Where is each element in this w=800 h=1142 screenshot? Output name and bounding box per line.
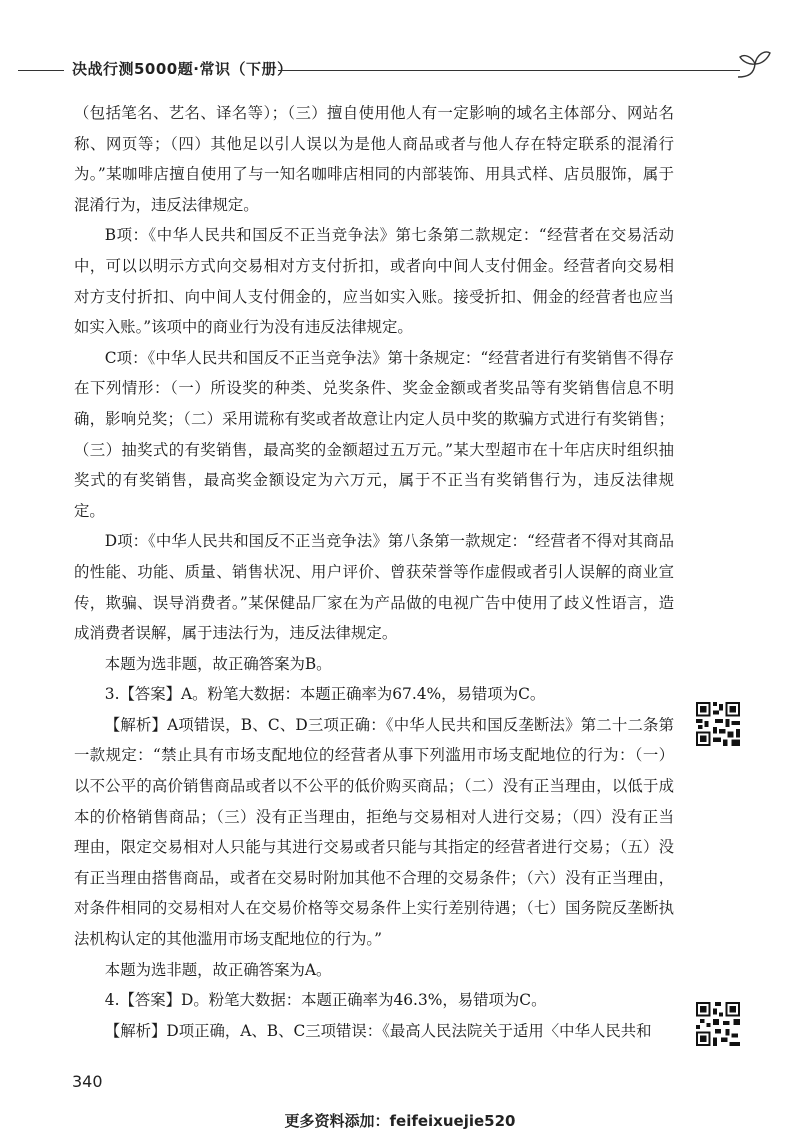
paragraph-conclusion-q2: 本题为选非题，故正确答案为B。 [104,654,332,673]
page-number: 340 [72,1072,103,1091]
running-header [18,44,782,84]
paragraph-conclusion-q3: 本题为选非题，故正确答案为A。 [104,960,332,979]
body-text [74,98,674,1046]
sprout-icon [734,44,774,80]
qr-code-icon [696,1002,740,1046]
paragraph-analysis-q4: 【解析】D项正确，A、B、C三项错误：《最高人民法院关于适用〈中华人民共和 [104,1021,652,1040]
paragraph-answer-q3: 3.【答案】A。粉笔大数据：本题正确率为67.4%，易错项为C。 [104,685,546,704]
footer-note: 更多资料添加：feifeixuejie520 [284,1112,516,1130]
header-title: 决战行测5000题·常识（下册） [72,60,293,78]
paragraph-option-d: D项：《中华人民共和国反不正当竞争法》第八条第一款规定：“经营者不得对其商品的性能、功能、质量、销售状况、用户评价、曾获荣誉等作虚假或者引人误解的商业宣传，欺骗、误导消费者。”某保健品厂家在为产品做的电视广告中使用了歧义性语言，造成消费者误解，属于违法行为，违反法律规定。 [74,532,674,643]
header-rule-left [18,70,64,71]
header-rule-right [278,70,740,71]
paragraph-analysis-q3: 【解析】A项错误，B、C、D三项正确：《中华人民共和国反垄断法》第二十二条第一款规定：“禁止具有市场支配地位的经营者从事下列滥用市场支配地位的行为：（一）以不公平的高价销售商品或者以不公平的低价购买商品；（二）没有正当理由，以低于成本的价格销售商品；（三）没有正当理由，拒绝与交易相对人进行交易；（四）没有正当理由，限定交易相对人只能与其进行交易或者只能与其指定的经营者进行交易；（五）没有正当理由搭售商品，或者在交易时附加其他不合理的交易条件；（六）没有正当理由，对条件相同的交易相对人在交易价格等交易条件上实行差别待遇；（七）国务院反垄断执法机构认定的其他滥用市场支配地位的行为。” [74,715,674,949]
paragraph-option-c: C项：《中华人民共和国反不正当竞争法》第十条规定：“经营者进行有奖销售不得存在下列情形：（一）所设奖的种类、兑奖条件、奖金金额或者奖品等有奖销售信息不明确，影响兑奖；（二）采用谎称有奖或者故意让内定人员中奖的欺骗方式进行有奖销售；（三）抽奖式的有奖销售，最高奖的金额超过五万元。”某大型超市在十年店庆时组织抽奖式的有奖销售，最高奖金额设定为六万元，属于不正当有奖销售行为，违反法律规定。 [74,348,674,520]
qr-code-icon [696,702,740,746]
paragraph-option-b: B项：《中华人民共和国反不正当竞争法》第七条第二款规定：“经营者在交易活动中，可以以明示方式向交易相对方支付折扣，或者向中间人支付佣金。经营者向交易相对方支付折扣、向中间人支付佣金的，应当如实入账。接受折扣、佣金的经营者也应当如实入账。”该项中的商业行为没有违反法律规定。 [74,226,674,337]
paragraph-continued: （包括笔名、艺名、译名等）；（三）擅自使用他人有一定影响的域名主体部分、网站名称、网页等；（四）其他足以引人误以为是他人商品或者与他人存在特定联系的混淆行为。”某咖啡店擅自使用了与一知名咖啡店相同的内部装饰、用具式样、店员服饰，属于混淆行为，违反法律规定。 [74,104,674,214]
paragraph-answer-q4: 4.【答案】D。粉笔大数据：本题正确率为46.3%，易错项为C。 [104,991,547,1010]
